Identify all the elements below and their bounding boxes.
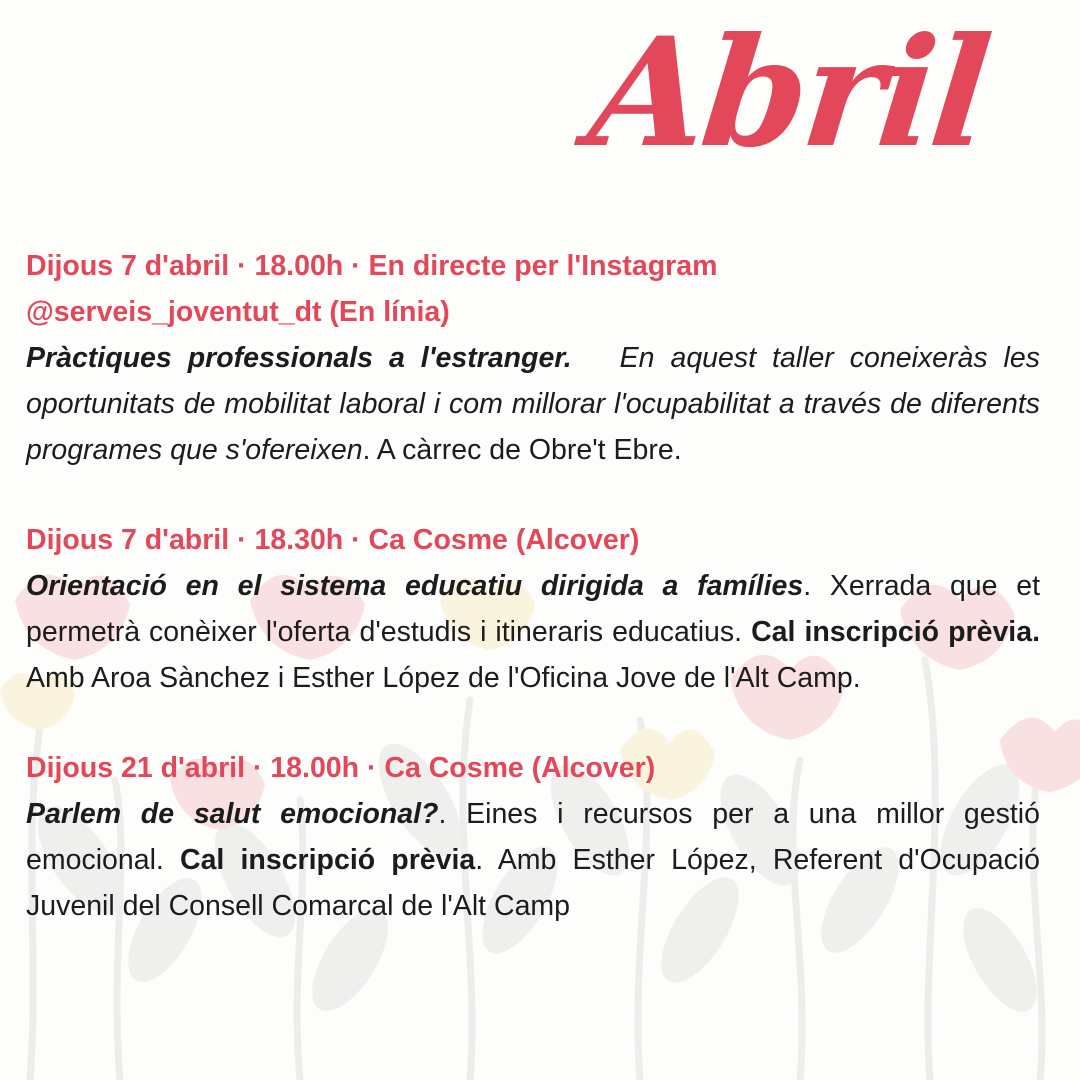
event-speakers: . Amb Esther López, Referent d'Ocupació Juvenil del Consell Comarcal de l'Alt Camp [26, 844, 1041, 922]
event-description: En aquest taller coneixeràs les oportunitats de mobilitat laboral i com millorar l'ocupabilitat a través de diferents programes que s'ofereixen [26, 342, 1040, 466]
event-speakers: Amb Aroa Sànchez i Esther López de l'Oficina Jove de l'Alt Camp. [26, 662, 861, 694]
event-heading-line-2: @serveis_joventut_dt (En línia) [26, 296, 450, 328]
event-item [26, 517, 1040, 701]
month-title: Abril [581, 5, 995, 181]
event-description: . Xerrada que et permetrà conèixer l'oferta d'estudis i itineraris educatius. [26, 570, 1040, 648]
event-item [26, 243, 1040, 473]
event-list [26, 243, 1040, 929]
event-heading: Dijous 7 d'abril · 18.30h · Ca Cosme (Alcover) [26, 524, 640, 556]
event-body [26, 791, 1040, 929]
event-heading-line-1: Dijous 7 d'abril · 18.00h · En directe per l'Instagram [26, 250, 718, 282]
event-title: Orientació en el sistema educatiu dirigida a famílies [26, 570, 804, 602]
event-body [26, 335, 1040, 473]
event-item [26, 745, 1040, 929]
event-body [26, 563, 1040, 701]
registration-note: Cal inscripció prèvia [180, 844, 476, 876]
event-organizer: . A càrrec de Obre't Ebre. [362, 434, 682, 466]
registration-note: Cal inscripció prèvia. [751, 616, 1040, 648]
event-heading [26, 243, 1040, 335]
event-title: Parlem de salut emocional? [26, 798, 439, 830]
event-heading: Dijous 21 d'abril · 18.00h · Ca Cosme (Alcover) [26, 752, 656, 784]
event-title: Pràctiques professionals a l'estranger. [26, 342, 572, 374]
event-description: . Eines i recursos per a una millor gestió emocional. [26, 798, 1040, 876]
